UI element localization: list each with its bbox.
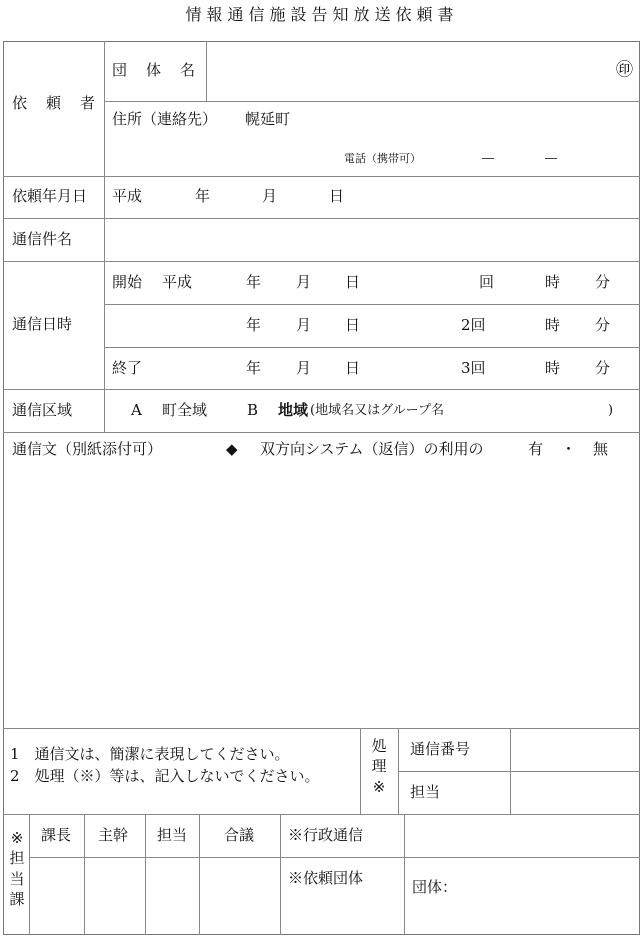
phone-dash: ― xyxy=(545,151,557,165)
hour-3: 時 xyxy=(545,359,561,377)
request-date-month: 月 xyxy=(262,187,278,205)
col-line xyxy=(104,389,105,432)
request-date-label: 依頼年月日 xyxy=(12,187,88,205)
col-line xyxy=(206,41,207,101)
col-line xyxy=(404,814,405,935)
row-line xyxy=(3,728,640,729)
schedule-label: 通信日時 xyxy=(12,315,73,333)
end-day: 日 xyxy=(345,359,361,377)
col-line xyxy=(104,176,105,261)
col-line xyxy=(104,261,105,389)
col-line xyxy=(145,814,146,935)
form-title: 情報通信施設告知放送依頼書 xyxy=(185,5,459,24)
processing-staff-label: 担当 xyxy=(410,783,441,801)
diamond-bullet-icon: ◆ xyxy=(226,440,238,458)
start-era: 平成 xyxy=(162,273,193,291)
row-line xyxy=(104,304,640,305)
area-option-b-note: (地域名又はグループ名 xyxy=(310,403,445,418)
row-line xyxy=(3,389,640,390)
end-month: 月 xyxy=(296,359,312,377)
hour-2: 時 xyxy=(545,316,561,334)
phone-label: 電話（携帯可） xyxy=(344,152,421,165)
requester-label: 依 頼 者 xyxy=(12,94,98,112)
row-line xyxy=(104,101,640,102)
minute-2: 分 xyxy=(595,316,611,334)
org-label: 団体： xyxy=(412,878,458,896)
request-date-day: 日 xyxy=(329,187,345,205)
staff-label: 担当 xyxy=(157,826,188,844)
twoway-text: 双方向システム（返信）の利用の xyxy=(260,440,484,458)
mid-day: 日 xyxy=(345,316,361,334)
col-line xyxy=(199,814,200,935)
minute-1: 分 xyxy=(595,273,611,291)
org-name-label: 団 体 名 xyxy=(112,61,198,79)
note-1: 1 通信文は、簡潔に表現してください。 xyxy=(10,745,290,763)
row-line xyxy=(104,347,640,348)
row-line xyxy=(3,432,640,433)
col-line xyxy=(360,728,361,814)
subject-label: 通信件名 xyxy=(12,230,73,248)
message-label: 通信文（別紙添付可） xyxy=(12,440,163,458)
col-line xyxy=(104,41,105,176)
start-month: 月 xyxy=(296,273,312,291)
col-line xyxy=(510,728,511,814)
round-2: 2回 xyxy=(461,316,486,334)
address-value: 幌延町 xyxy=(245,110,291,128)
requesting-org-label: ※依頼団体 xyxy=(288,869,364,887)
processing-label: 処 理 ※ xyxy=(371,737,387,796)
seal-mark: ㊞ xyxy=(616,60,633,80)
message-body-input[interactable] xyxy=(5,465,638,725)
end-label: 終了 xyxy=(112,359,143,377)
round-3: 3回 xyxy=(461,359,486,377)
row-line xyxy=(3,261,640,262)
start-year: 年 xyxy=(246,273,262,291)
twoway-no[interactable]: 無 xyxy=(593,440,609,458)
area-label: 通信区域 xyxy=(12,401,73,419)
mid-month: 月 xyxy=(296,316,312,334)
row-line xyxy=(29,857,280,858)
row-line xyxy=(398,771,640,772)
start-day: 日 xyxy=(345,273,361,291)
area-option-a[interactable]: 町全域 xyxy=(162,401,208,419)
col-line xyxy=(398,728,399,814)
col-line xyxy=(280,814,281,935)
org-name-input[interactable] xyxy=(208,43,618,99)
end-year: 年 xyxy=(246,359,262,377)
phone-dash: ― xyxy=(482,151,494,165)
address-label: 住所（連絡先） xyxy=(112,110,218,128)
start-label: 開始 xyxy=(112,273,143,291)
area-close-paren: ) xyxy=(608,403,614,418)
staff-dept-label: ※ 担 当 課 xyxy=(9,829,25,908)
council-label: 合議 xyxy=(224,826,255,844)
twoway-yes[interactable]: 有 xyxy=(528,440,544,458)
supervisor-label: 主幹 xyxy=(98,826,129,844)
col-line xyxy=(84,814,85,935)
subject-input[interactable] xyxy=(106,220,638,259)
chief-label: 課長 xyxy=(41,826,72,844)
row-line xyxy=(3,814,640,815)
note-2: 2 処理（※）等は、記入しないでください。 xyxy=(10,767,320,785)
area-option-a-letter: A xyxy=(131,401,142,419)
comm-number-label: 通信番号 xyxy=(410,740,471,758)
request-date-year: 年 xyxy=(195,187,211,205)
area-option-b-letter: B xyxy=(247,401,259,419)
row-line xyxy=(280,857,640,858)
minute-3: 分 xyxy=(595,359,611,377)
request-date-era: 平成 xyxy=(112,187,143,205)
admin-comm-label: ※行政通信 xyxy=(288,826,364,844)
hour-1: 時 xyxy=(545,273,561,291)
round-1: 回 xyxy=(479,273,495,291)
col-line xyxy=(29,814,30,935)
twoway-dot: ・ xyxy=(561,440,577,458)
row-line xyxy=(3,218,640,219)
mid-year: 年 xyxy=(246,316,262,334)
area-option-b[interactable]: 地域 xyxy=(278,401,309,419)
row-line xyxy=(3,176,640,177)
